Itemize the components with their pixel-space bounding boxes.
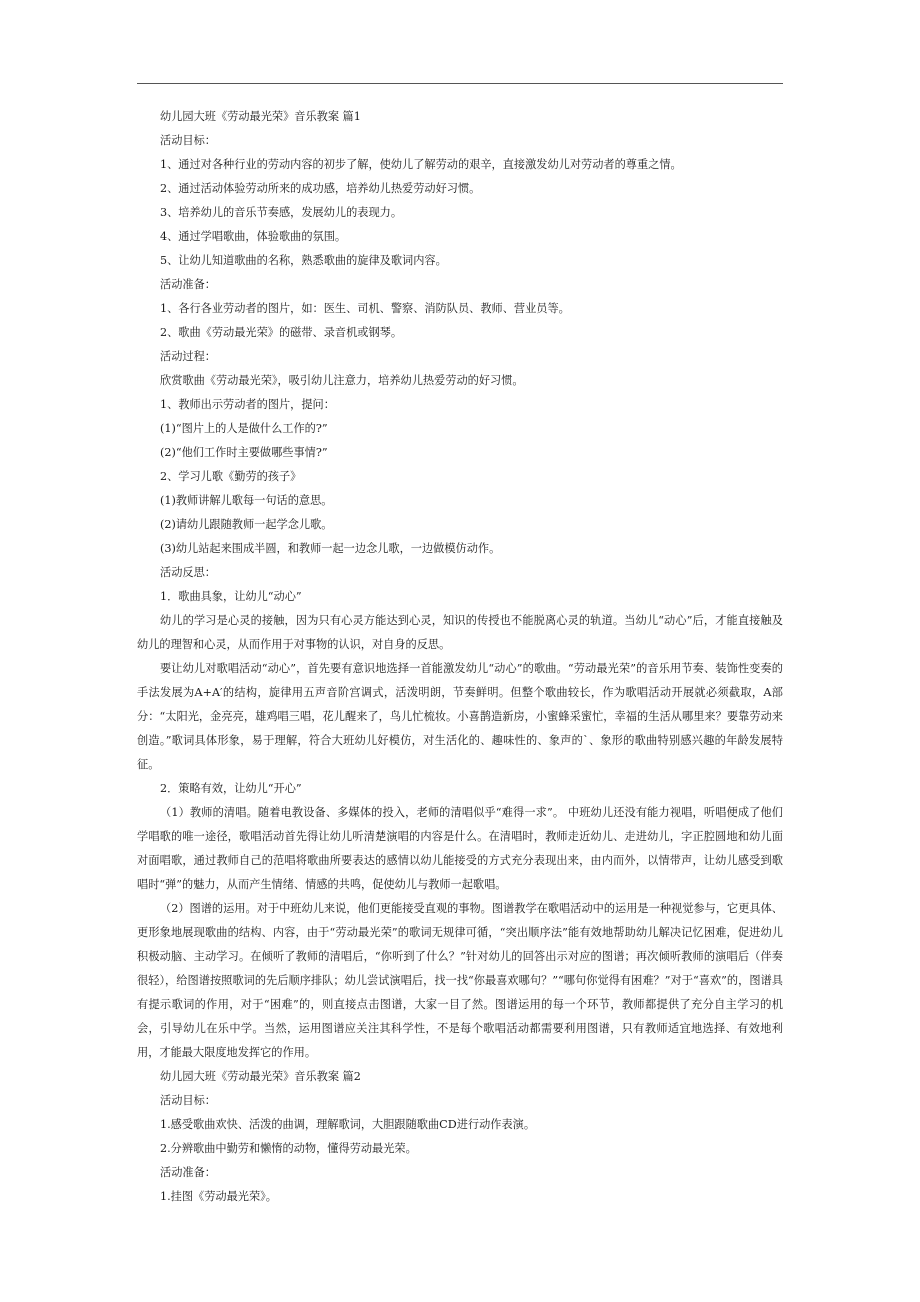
text-line: 3、培养幼儿的音乐节奏感，发展幼儿的表现力。 — [160, 206, 403, 219]
section1-lines — [137, 105, 783, 609]
text-line: (1)“图片上的人是做什么工作的?” — [160, 422, 328, 435]
text-line: 2.分辨歌曲中勤劳和懒惰的动物，懂得劳动最光荣。 — [160, 1142, 417, 1155]
text-line: 1、各行各业劳动者的图片，如：医生、司机、警察、消防队员、教师、营业员等。 — [160, 302, 570, 315]
text-line: (3)幼儿站起来围成半圆，和教师一起一边念儿歌，一边做模仿动作。 — [160, 542, 501, 555]
section2-lines — [137, 1065, 783, 1209]
body-paragraph: 要让幼儿对歌唱活动“动心”，首先要有意识地选择一首能激发幼儿“动心”的歌曲。“劳动最光荣”的音乐用节奏、装饰性变奏的手法发展为A+A′的结构，旋律用五声音阶宫调式，活泼明朗，节奏鲜明。但整个歌曲较长，作为歌唱活动开展就必须截取，A部分：“太阳光，金亮亮，雄鸡唱三唱，花儿醒来了，鸟儿忙梳妆。小喜鹊造新房，小蜜蜂采蜜忙，幸福的生活从哪里来？要靠劳动来创造。”歌词具体形象，易于理解，符合大班幼儿好模仿，对生活化的、趣味性的、象声的`、象形的歌曲特别感兴趣的年龄发展特征。 — [137, 662, 783, 771]
text-line: 活动反思： — [160, 566, 216, 579]
text-line: (1)教师讲解儿歌每一句话的意思。 — [160, 494, 333, 507]
text-line: 4、通过学唱歌曲，体验歌曲的氛围。 — [160, 230, 347, 243]
text-line: 1.挂图《劳动最光荣》。 — [160, 1190, 277, 1203]
header-rule — [137, 83, 783, 84]
text-line: 活动准备： — [160, 278, 216, 291]
text-line: 活动目标： — [160, 134, 216, 147]
text-line: 2、通过活动体验劳动所来的成功感，培养幼儿热爱劳动好习惯。 — [160, 182, 481, 195]
text-line: 2、学习儿歌《勤劳的孩子》 — [160, 470, 302, 483]
text-line: 幼儿园大班《劳动最光荣》音乐教案 篇1 — [160, 110, 361, 123]
section2-heading: 2．策略有效，让幼儿“开心” — [160, 782, 302, 795]
text-line: 活动过程： — [160, 350, 216, 363]
text-line: 1.感受歌曲欢快、活泼的曲调，理解歌词，大胆跟随歌曲CD进行动作表演。 — [160, 1118, 536, 1131]
text-line: 1、教师出示劳动者的图片，提问： — [160, 398, 335, 411]
text-line: 欣赏歌曲《劳动最光荣》，吸引幼儿注意力，培养幼儿热爱劳动的好习惯。 — [160, 374, 524, 387]
body-paragraph: 幼儿的学习是心灵的接触，因为只有心灵方能达到心灵，知识的传授也不能脱离心灵的轨道。当幼儿“动心”后，才能直接触及幼儿的理智和心灵，从而作用于对事物的认识，对自身的反思。 — [137, 614, 783, 651]
text-line: 幼儿园大班《劳动最光荣》音乐教案 篇2 — [160, 1070, 361, 1083]
text-line: 5、让幼儿知道歌曲的名称，熟悉歌曲的旋律及歌词内容。 — [160, 254, 447, 267]
text-line: 1、通过对各种行业的劳动内容的初步了解，使幼儿了解劳动的艰辛，直接激发幼儿对劳动者的尊重之情。 — [160, 158, 682, 171]
body-paragraph: （2）图谱的运用。对于中班幼儿来说，他们更能接受直观的事物。图谱教学在歌唱活动中的运用是一种视觉参与，它更具体、更形象地展现歌曲的结构、内容，由于“劳动最光荣”的歌词无规律可循，“突出顺序法”能有效地帮助幼儿解决记忆困难，促进幼儿积极动脑、主动学习。在倾听了教师的清唱后，“你听到了什么？”针对幼儿的回答出示对应的图谱；再次倾听教师的演唱后（伴奏很轻），给图谱按照歌词的先后顺序排队；幼儿尝试演唱后，找一找“你最喜欢哪句？”“哪句你觉得有困难？”对于“喜欢”的，图谱具有提示歌词的作用，对于“困难”的，则直接点击图谱，大家一目了然。图谱运用的每一个环节，教师都提供了充分自主学习的机会，引导幼儿在乐中学。当然，运用图谱应关注其科学性，不是每个歌唱活动都需要利用图谱，只有教师适宜地选择、有效地利用，才能最大限度地发挥它的作用。 — [137, 902, 783, 1059]
strategy-paragraphs — [137, 801, 783, 1065]
text-line: 活动准备： — [160, 1166, 216, 1179]
section1-reflection-paragraphs — [137, 609, 783, 777]
text-line: 1．歌曲具象，让幼儿“动心” — [160, 590, 302, 603]
document-page — [137, 105, 783, 1209]
text-line: (2)“他们工作时主要做哪些事情?” — [160, 446, 328, 459]
text-line: 活动目标： — [160, 1094, 216, 1107]
body-paragraph: （1）教师的清唱。随着电教设备、多媒体的投入，老师的清唱似乎“难得一求”。 中班幼儿还没有能力视唱，听唱便成了他们学唱歌的唯一途径，歌唱活动首先得让幼儿听清楚演唱的内容是什么。在清唱时，教师走近幼儿、走进幼儿，字正腔圆地和幼儿面对面唱歌，通过教师自己的范唱将歌曲所要表达的感情以幼儿能接受的方式充分表现出来，由内而外，以情带声，让幼儿感受到歌唱时“弹”的魅力，从而产生情绪、情感的共鸣，促使幼儿与教师一起歌唱。 — [137, 806, 783, 891]
text-line: (2)请幼儿跟随教师一起学念儿歌。 — [160, 518, 333, 531]
text-line: 2、歌曲《劳动最光荣》的磁带、录音机或钢琴。 — [160, 326, 403, 339]
